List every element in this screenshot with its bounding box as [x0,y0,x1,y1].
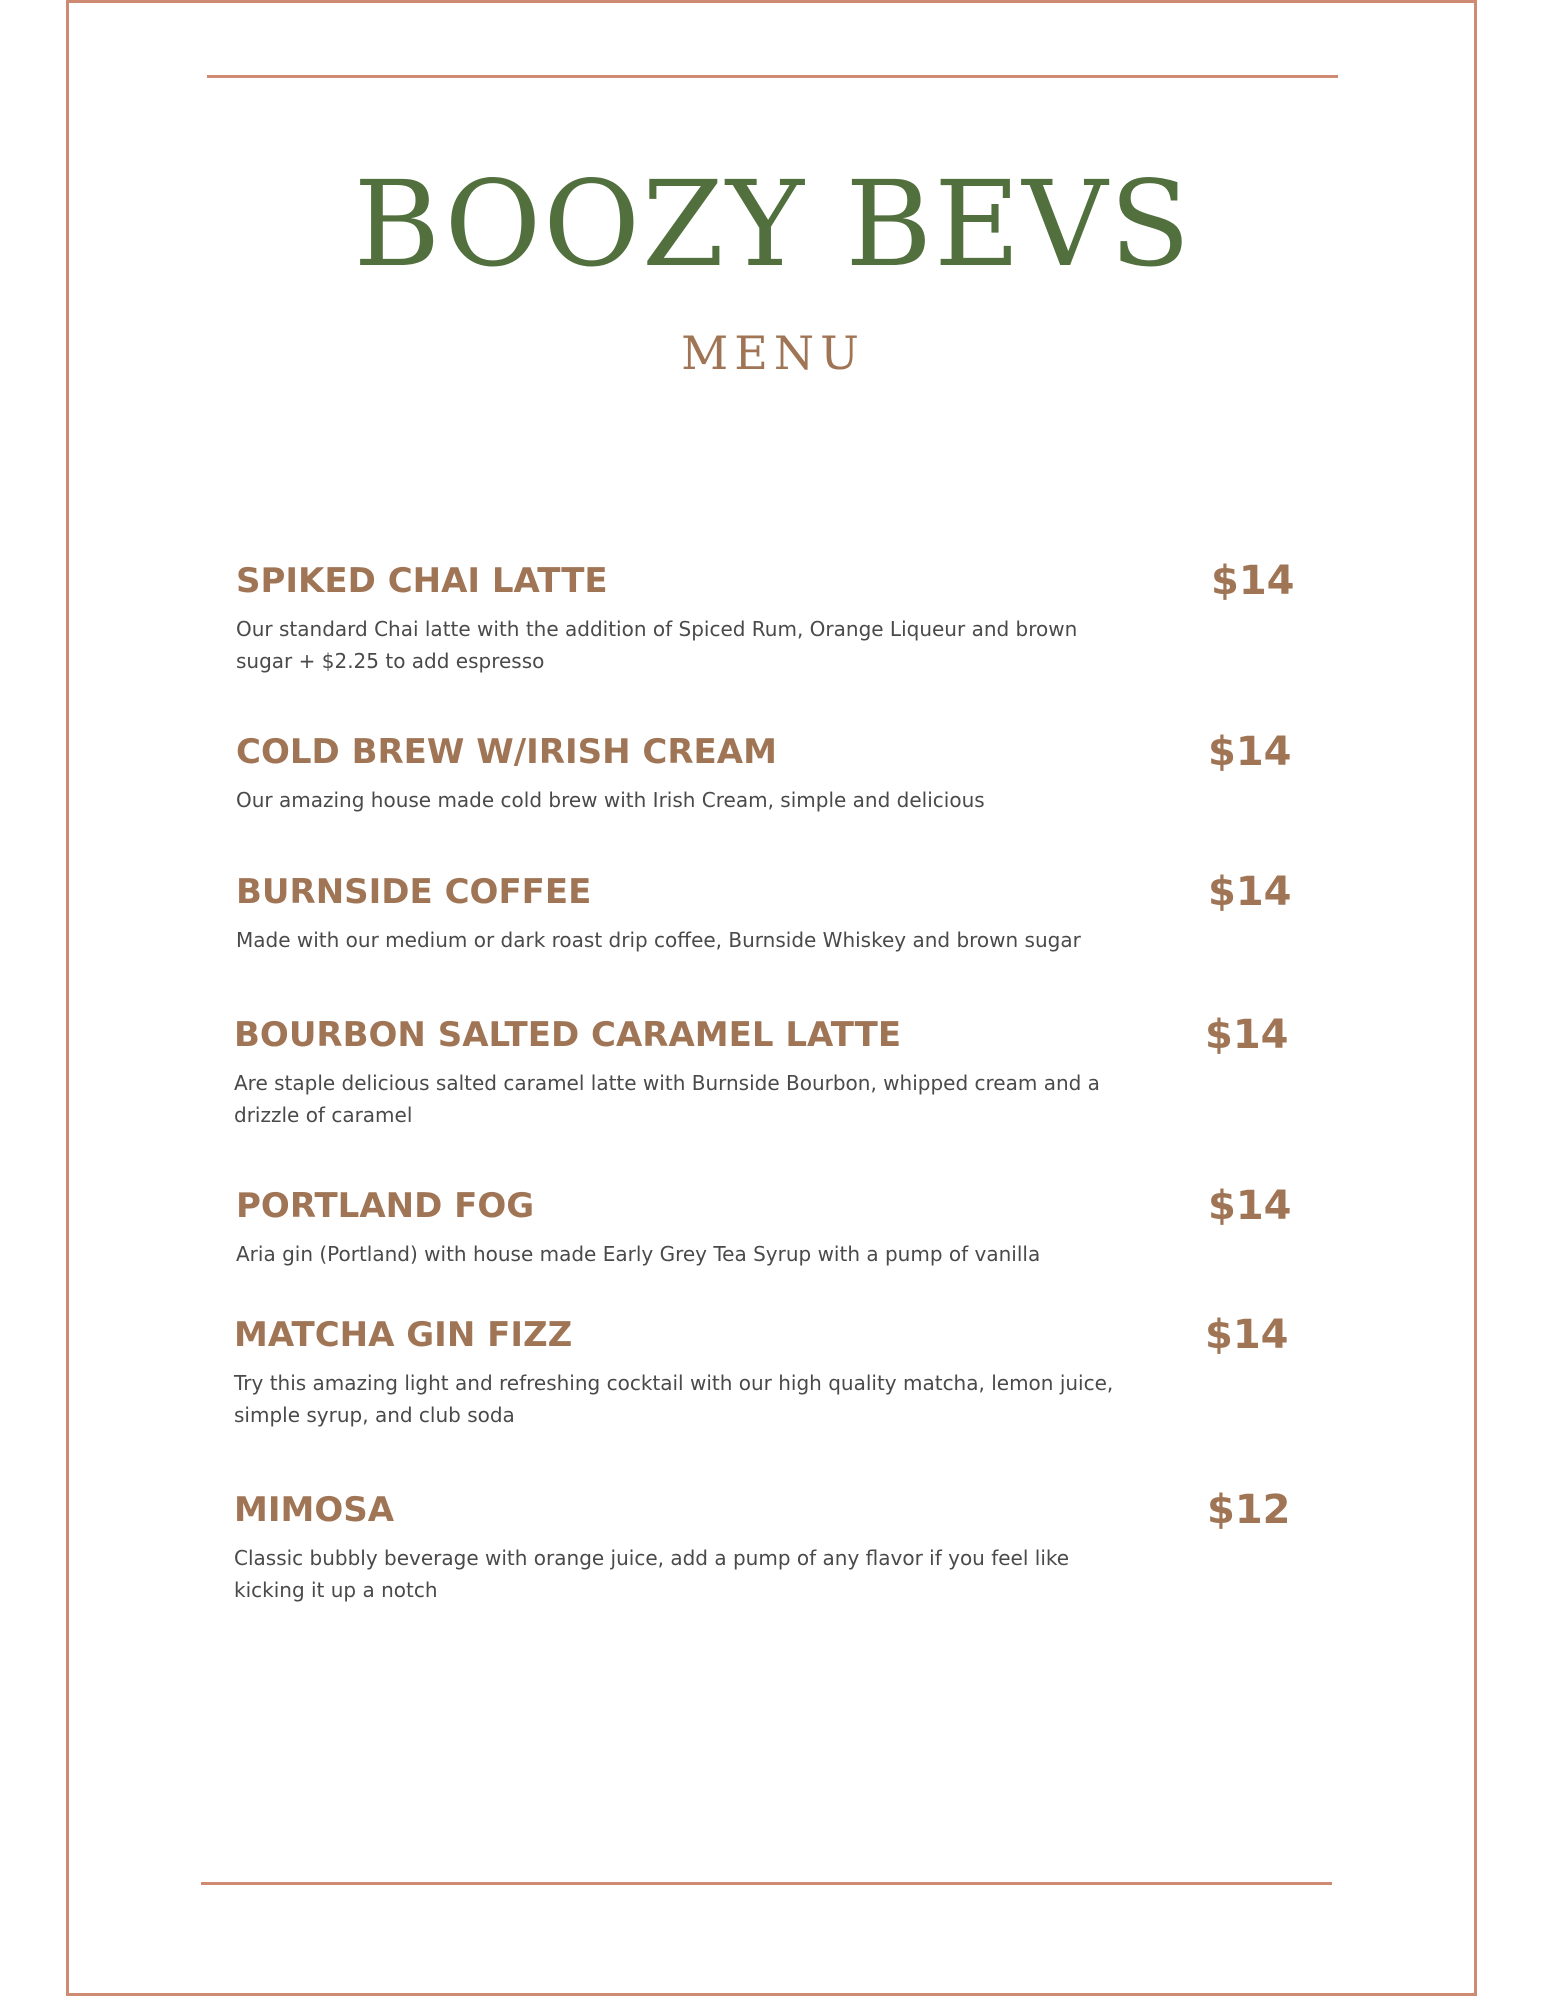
top-divider [207,75,1338,78]
item-name: BURNSIDE COFFEE [236,872,592,912]
item-name: BOURBON SALTED CARAMEL LATTE [234,1015,902,1055]
menu-title: BOOZY BEVS [353,155,1193,293]
item-name: MATCHA GIN FIZZ [234,1315,573,1355]
item-price: $12 [1207,1487,1291,1533]
item-description: Our amazing house made cold brew with Irish Cream, simple and delicious [236,788,985,812]
item-description: Our standard Chai latte with the addition of Spiced Rum, Orange Liqueur and brown sugar + $2.25 to add espresso [236,617,1078,673]
item-price: $14 [1205,1312,1289,1358]
item-description: Classic bubbly beverage with orange juice, add a pump of any flavor if you feel like kicking it up a notch [234,1546,1070,1602]
item-price: $14 [1208,1183,1292,1229]
item-description: Aria gin (Portland) with house made Early Grey Tea Syrup with a pump of vanilla [236,1242,1041,1266]
item-name: PORTLAND FOG [236,1186,535,1226]
item-price: $14 [1208,729,1292,775]
page-border [66,0,1477,1996]
item-name: SPIKED CHAI LATTE [236,561,608,601]
item-price: $14 [1205,1012,1289,1058]
item-description: Made with our medium or dark roast drip coffee, Burnside Whiskey and brown sugar [236,928,1081,952]
item-price: $14 [1211,558,1295,604]
item-description: Are staple delicious salted caramel latte with Burnside Bourbon, whipped cream and a drizzle of caramel [234,1071,1100,1127]
bottom-divider [201,1882,1332,1885]
menu-subtitle: MENU [681,326,865,380]
item-name: MIMOSA [234,1490,395,1530]
item-name: COLD BREW W/IRISH CREAM [236,732,777,772]
item-description: Try this amazing light and refreshing cocktail with our high quality matcha, lemon juice, simple syrup, and club soda [234,1371,1114,1427]
item-price: $14 [1208,869,1292,915]
